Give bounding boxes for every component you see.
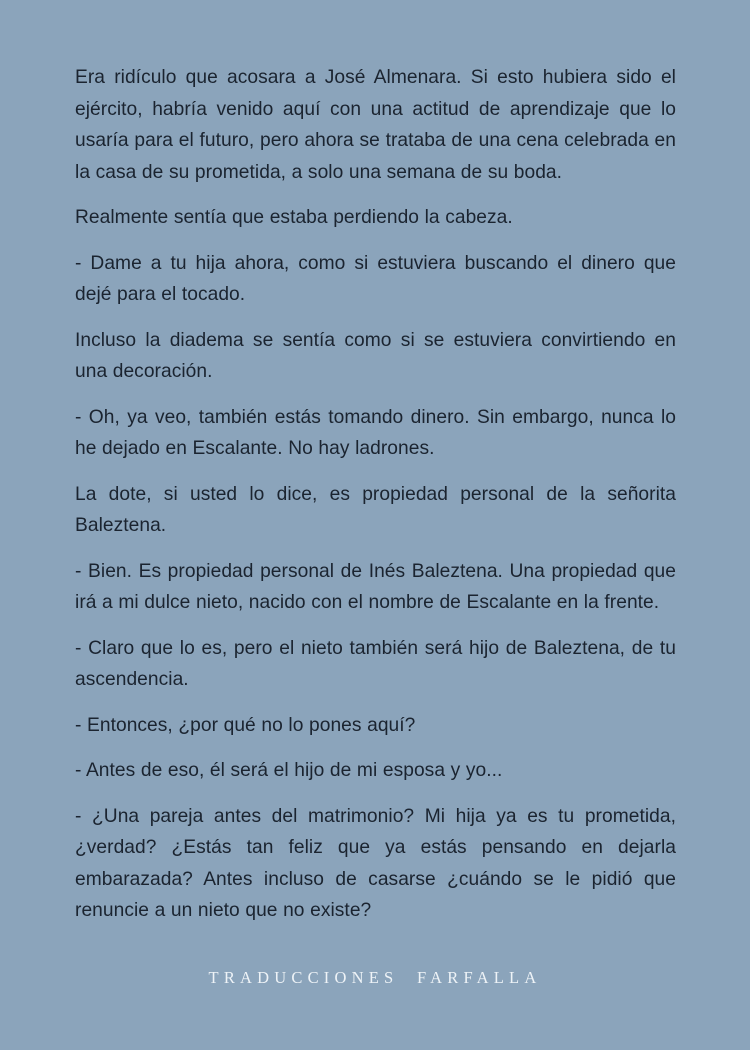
paragraph: Incluso la diadema se sentía como si se estuviera convirtiendo en una decoración. (75, 329, 676, 382)
paragraph: Era ridículo que acosara a José Almenara. Si esto hubiera sido el ejército, habría venido aquí con una actitud de aprendizaje que lo usaría para el futuro, pero ahora se trataba de una cena celebrada en la casa de su prometida, a solo una semana de su boda. (75, 67, 676, 183)
paragraph: - Bien. Es propiedad personal de Inés Baleztena. Una propiedad que irá a mi dulce nieto, nacido con el nombre de Escalante en la frente. (75, 560, 676, 613)
paragraph: Realmente sentía que estaba perdiendo la cabeza. (75, 207, 513, 228)
paragraph: - Oh, ya veo, también estás tomando dinero. Sin embargo, nunca lo he dejado en Escalante. No hay ladrones. (75, 406, 676, 459)
paragraph: - ¿Una pareja antes del matrimonio? Mi hija ya es tu prometida, ¿verdad? ¿Estás tan feliz que ya estás pensando en dejarla embarazada? Antes incluso de casarse ¿cuándo se le pidió que renuncie a un nieto que no existe? (75, 805, 676, 921)
paragraph: - Antes de eso, él será el hijo de mi esposa y yo... (75, 760, 503, 781)
paragraph: - Claro que lo es, pero el nieto también será hijo de Baleztena, de tu ascendencia. (75, 637, 676, 690)
paragraph: - Dame a tu hija ahora, como si estuviera buscando el dinero que dejé para el tocado. (75, 252, 676, 305)
text-body (75, 62, 676, 927)
paragraph: La dote, si usted lo dice, es propiedad personal de la señorita Baleztena. (75, 483, 676, 536)
footer (0, 968, 750, 988)
paragraph: - Entonces, ¿por qué no lo pones aquí? (75, 714, 416, 736)
footer-watermark: TRADUCCIONES FARFALLA (208, 968, 542, 987)
